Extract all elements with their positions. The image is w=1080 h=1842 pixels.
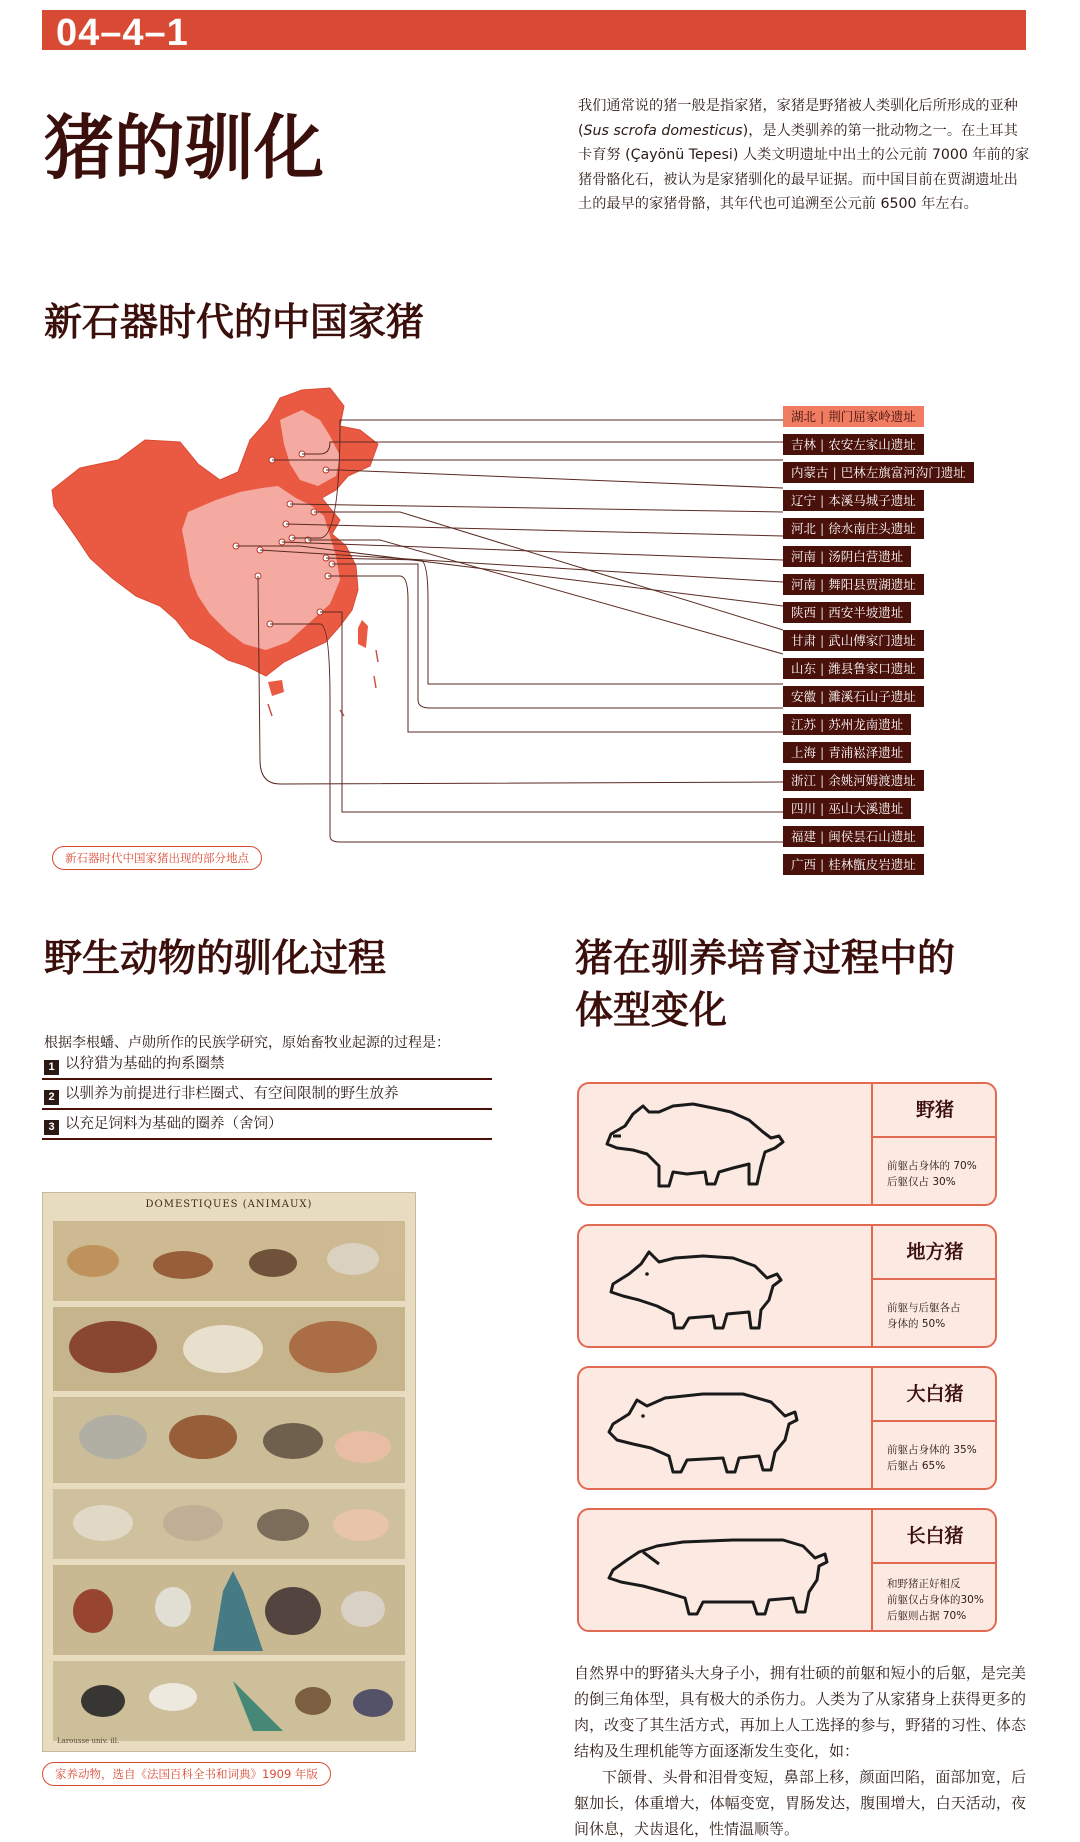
- step-number: 3: [44, 1120, 59, 1135]
- pig-card-desc: 前躯占身体的 70% 后躯仅占 30%: [871, 1138, 995, 1204]
- site-label: 辽宁 | 本溪马城子遗址: [783, 490, 924, 511]
- map-caption: 新石器时代中国家猪出现的部分地点: [52, 846, 262, 870]
- process-step: [42, 1110, 492, 1140]
- pig-card-local: [577, 1224, 997, 1348]
- outro-paragraph-1: 自然界中的野猪头大身子小，拥有壮硕的前躯和短小的后躯，是完美的倒三角体型，具有极大的杀伤力。人类为了从家猪身上获得更多的肉，改变了其生活方式，再加上人工选择的参与，野猪的习性、体态结构及生理机能等方面逐渐发生变化，如：: [574, 1664, 1026, 1760]
- step-text: 以狩猎为基础的拘系圈禁: [65, 1056, 225, 1072]
- pig-heading-line2: 体型变化: [575, 988, 728, 1032]
- section-code: 04–4–1: [56, 12, 189, 54]
- pig-card-name: 野猪: [871, 1084, 997, 1138]
- outro-paragraph-2: 下颌骨、头骨和泪骨变短，鼻部上移，颜面凹陷，面部加宽，后躯加长，体重增大，体幅变宽，胃肠发达，腹围增大，白天活动，夜间休息，犬齿退化，性情温顺等。: [574, 1768, 1026, 1838]
- wild-boar-icon: [603, 1092, 843, 1196]
- site-label: 河南 | 汤阴白营遗址: [783, 546, 911, 567]
- process-step: [42, 1050, 492, 1080]
- pig-card-landrace: [577, 1508, 997, 1632]
- pig-section-heading: [575, 932, 955, 1036]
- intro-text-b: )，是人类驯养的第一批动物之一。在土耳其卡育努 (Çayönü Tepesi) 人类文明遗址中出土的公元前 7000 年前的家猪骨骼化石，被认为是家猪驯化的最早证据。而中国目前在贾湖遗址出土的最早的家猪骨骼，其年代也可追溯至公元前 6500 年左右。: [578, 122, 1030, 212]
- intro-latin-name: Sus scrofa domesticus: [583, 122, 743, 139]
- process-step: [42, 1080, 492, 1110]
- map-section-heading: 新石器时代的中国家猪: [44, 300, 425, 344]
- site-label: 内蒙古 | 巴林左旗富河沟门遗址: [783, 462, 974, 483]
- step-text: 以驯养为前提进行非栏圈式、有空间限制的野生放养: [65, 1086, 399, 1102]
- pig-card-name: 地方猪: [871, 1226, 997, 1280]
- landrace-pig-icon: [603, 1518, 853, 1622]
- site-label: 河北 | 徐水南庄头遗址: [783, 518, 924, 539]
- site-label: 四川 | 巫山大溪遗址: [783, 798, 911, 819]
- pig-card-desc: 前躯占身体的 35% 后躯占 65%: [871, 1422, 995, 1488]
- wild-section-heading: 野生动物的驯化过程: [44, 936, 387, 980]
- site-label: 陕西 | 西安半坡遗址: [783, 602, 911, 623]
- animal-plates: [43, 1211, 415, 1751]
- site-label: 上海 | 青浦崧泽遗址: [783, 742, 911, 763]
- pig-card-name: 长白猪: [871, 1510, 997, 1564]
- intro-text-a: 我们通常说的猪一般是指家猪，家猪是野猪被人类驯化后所形成的亚种 (: [578, 98, 1018, 139]
- large-white-pig-icon: [603, 1376, 843, 1480]
- pig-card-name: 大白猪: [871, 1368, 997, 1422]
- pig-card-desc: 前躯与后躯各占 身体的 50%: [871, 1280, 995, 1346]
- step-number: 1: [44, 1060, 59, 1075]
- domestic-animals-illustration: [42, 1192, 416, 1752]
- pig-card-desc: 和野猪正好相反 前躯仅占身体的30% 后躯则占据 70%: [871, 1564, 995, 1630]
- local-pig-icon: [603, 1234, 843, 1338]
- site-label: 广西 | 桂林甑皮岩遗址: [783, 854, 924, 875]
- pig-card-wild-boar: [577, 1082, 997, 1206]
- page-title: 猪的驯化: [44, 107, 324, 189]
- site-label: 湖北 | 荆门屈家岭遗址: [783, 406, 924, 427]
- site-label: 福建 | 闽侯昙石山遗址: [783, 826, 924, 847]
- step-number: 2: [44, 1090, 59, 1105]
- site-label: 吉林 | 农安左家山遗址: [783, 434, 924, 455]
- site-label: 山东 | 潍县鲁家口遗址: [783, 658, 924, 679]
- site-label: 浙江 | 余姚河姆渡遗址: [783, 770, 924, 791]
- pig-card-large-white: [577, 1366, 997, 1490]
- pig-heading-line1: 猪在驯养培育过程中的: [575, 936, 956, 980]
- illustration-caption: 家养动物，选自《法国百科全书和词典》1909 年版: [42, 1762, 331, 1786]
- pig-change-text: [574, 1660, 1026, 1842]
- step-text: 以充足饲料为基础的圈养（舍饲）: [65, 1116, 283, 1132]
- site-label: 甘肃 | 武山傅家门遗址: [783, 630, 924, 651]
- poster-footnote: Larousse univ. ill.: [57, 1737, 120, 1745]
- site-label: 安徽 | 濉溪石山子遗址: [783, 686, 924, 707]
- site-label: 江苏 | 苏州龙南遗址: [783, 714, 911, 735]
- wild-lead-text: 根据李根蟠、卢勋所作的民族学研究，原始畜牧业起源的过程是：: [44, 1035, 450, 1051]
- poster-title: DOMESTIQUES (ANIMAUX): [145, 1199, 313, 1210]
- site-label: 河南 | 舞阳县贾湖遗址: [783, 574, 924, 595]
